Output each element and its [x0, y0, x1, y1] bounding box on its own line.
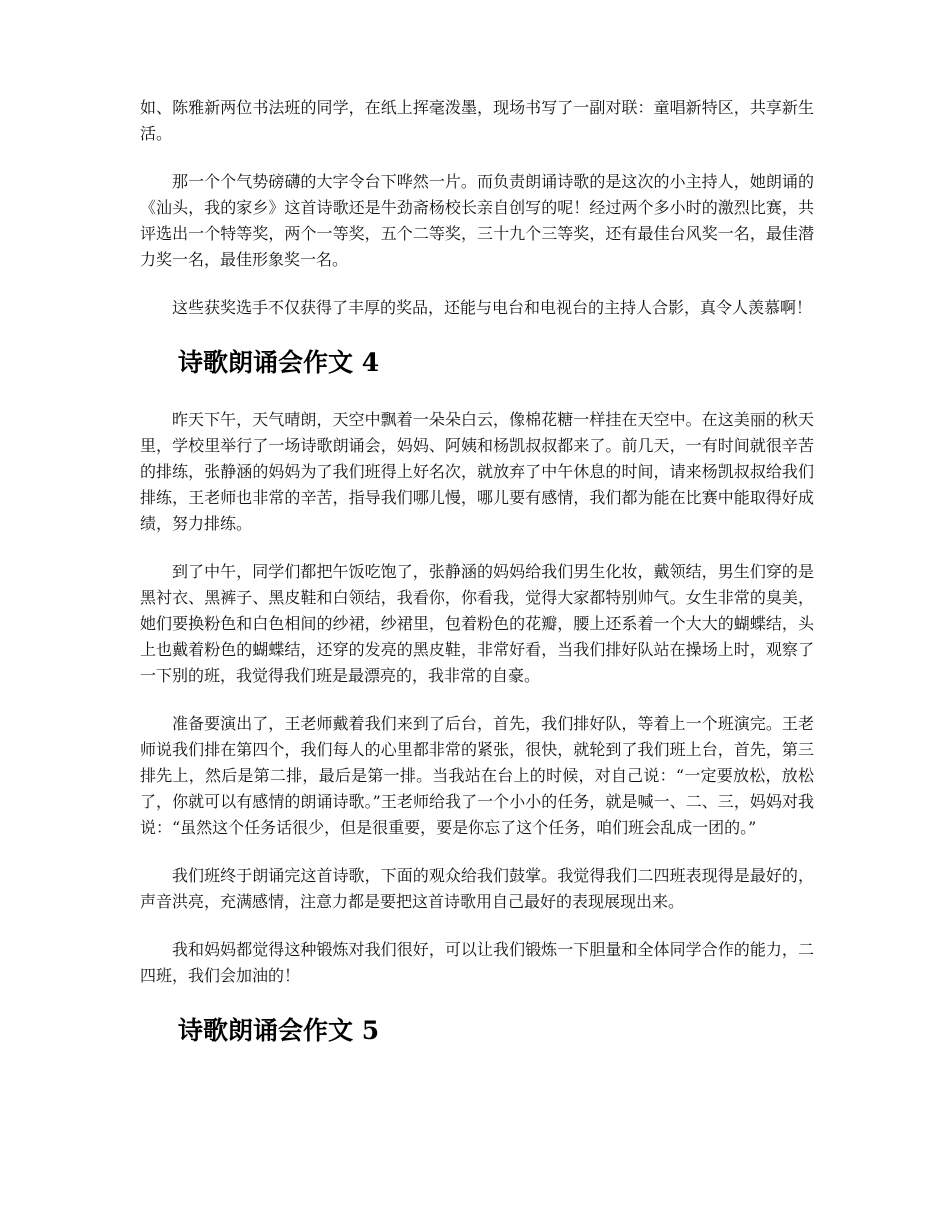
section-heading: 诗歌朗诵会作文 4: [178, 348, 380, 377]
document-body: [140, 95, 814, 1075]
paragraph: 准备要演出了，王老师戴着我们来到了后台，首先，我们排好队，等着上一个班演完。王老师说我们排在第四个，我们每人的心里都非常的紧张，很快，就轮到了我们班上台，首先，第三排先上，然后是第二排，最后是第一排。当我站在台上的时候，对自己说：“一定要放松，放松了，你就可以有感情的朗诵诗歌。”王老师给我了一个小小的任务，就是喊一、二、三，妈妈对我说：“虽然这个任务话很少，但是很重要，要是你忘了这个任务，咱们班会乱成一团的。”: [140, 714, 814, 837]
paragraph: 我和妈妈都觉得这种锻炼对我们很好，可以让我们锻炼一下胆量和全体同学合作的能力，二四班，我们会加油的！: [140, 940, 814, 985]
paragraph: 这些获奖选手不仅获得了丰厚的奖品，还能与电台和电视台的主持人合影，真令人羡慕啊！: [172, 298, 813, 317]
paragraph: 那一个个气势磅礴的大字令台下哗然一片。而负责朗诵诗歌的是这次的小主持人，她朗诵的《汕头，我的家乡》这首诗歌还是牛劲斋杨校长亲自创写的呢！经过两个多小时的激烈比赛，共评选出一个特等奖，两个一等奖，五个二等奖，三十九个三等奖，还有最佳台风奖一名，最佳潜力奖一名，最佳形象奖一名。: [140, 172, 814, 269]
paragraph: 到了中午，同学们都把午饭吃饱了，张静涵的妈妈给我们男生化妆，戴领结，男生们穿的是黑衬衣、黑裤子、黑皮鞋和白领结，我看你，你看我，觉得大家都特别帅气。女生非常的臭美，她们要换粉色和白色相间的纱裙，纱裙里，包着粉色的花瓣，腰上还系着一个大大的蝴蝶结，头上也戴着粉色的蝴蝶结，还穿的发亮的黑皮鞋，非常好看，当我们排好队站在操场上时，观察了一下别的班，我觉得我们班是最漂亮的，我非常的自豪。: [140, 562, 814, 685]
paragraph: 如、陈雅新两位书法班的同学，在纸上挥毫泼墨，现场书写了一副对联：童唱新特区，共享新生活。: [140, 98, 814, 143]
section-heading: 诗歌朗诵会作文 5: [178, 1016, 380, 1045]
paragraph: 我们班终于朗诵完这首诗歌，下面的观众给我们鼓掌。我觉得我们二四班表现得是最好的，声音洪亮，充满感情，注意力都是要把这首诗歌用自己最好的表现展现出来。: [140, 866, 814, 911]
paragraph: 昨天下午，天气晴朗，天空中飘着一朵朵白云，像棉花糖一样挂在天空中。在这美丽的秋天里，学校里举行了一场诗歌朗诵会，妈妈、阿姨和杨凯叔叔都来了。前几天，一有时间就很辛苦的排练，张静涵的妈妈为了我们班得上好名次，就放弃了中午休息的时间，请来杨凯叔叔给我们排练，王老师也非常的辛苦，指导我们哪儿慢，哪儿要有感情，我们都为能在比赛中能取得好成绩，努力排练。: [140, 410, 814, 533]
